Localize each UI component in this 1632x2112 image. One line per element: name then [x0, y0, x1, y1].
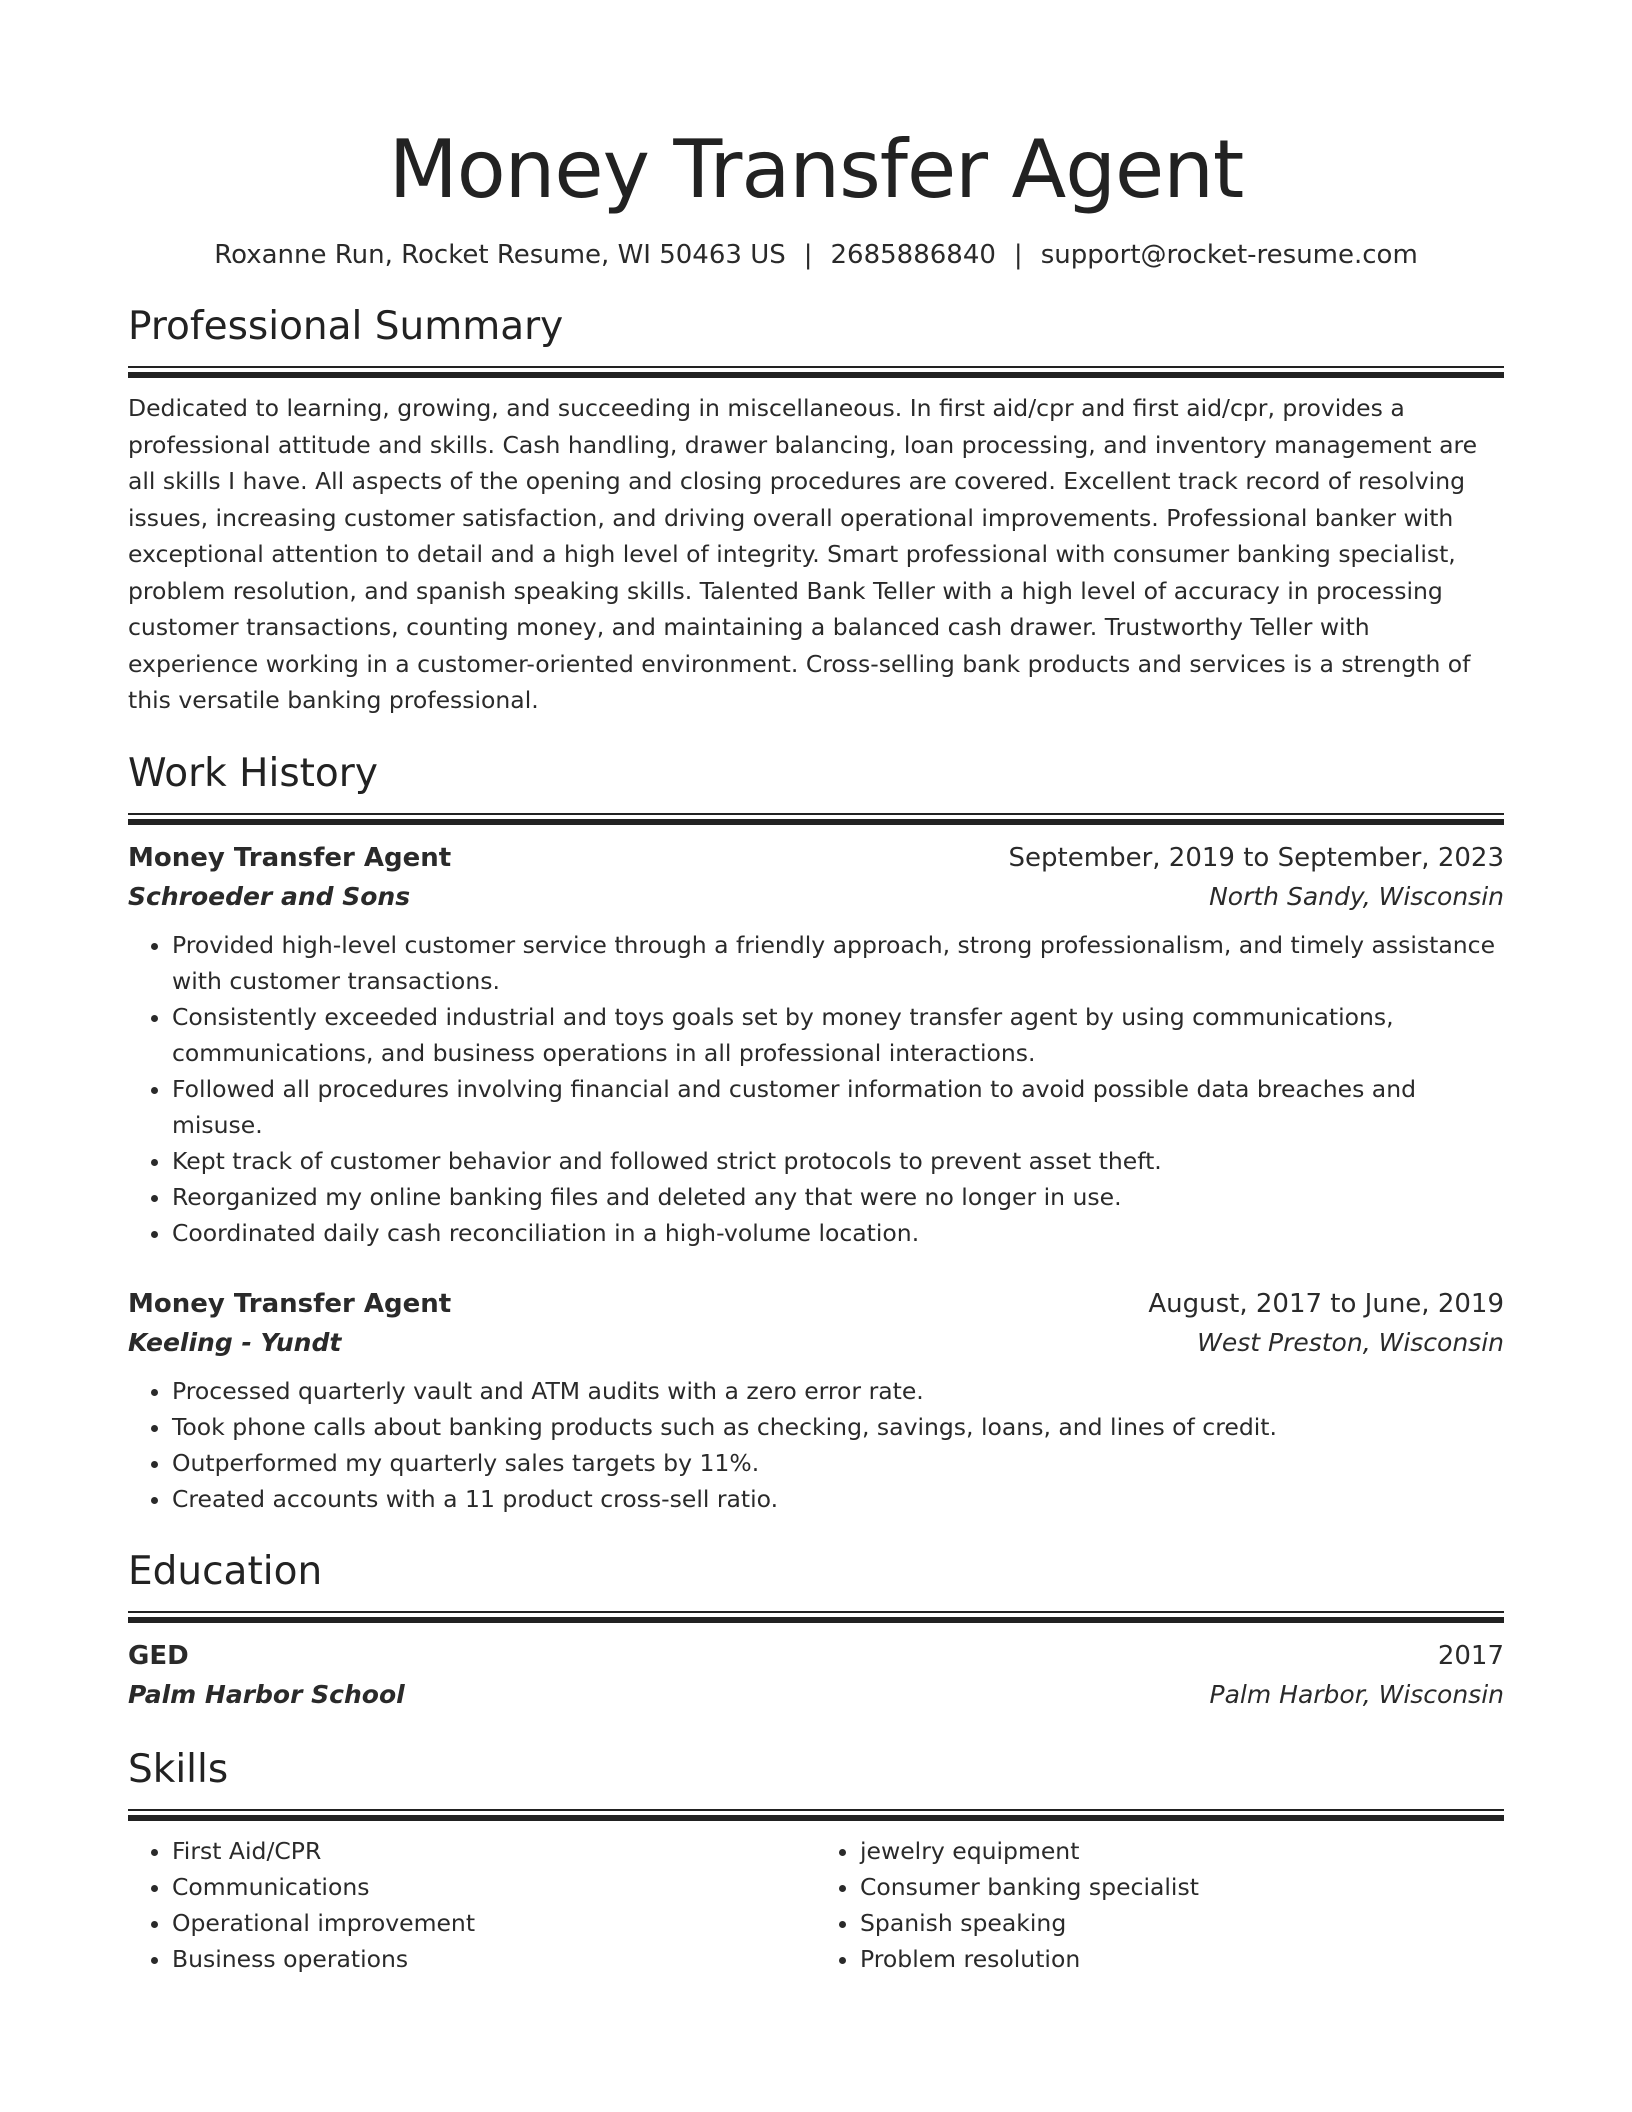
job-entry: [128, 839, 1504, 1251]
education-year: 2017: [1437, 1640, 1504, 1671]
job-bullet: • Created accounts with a 11 product cross-sell ratio.: [172, 1481, 1504, 1517]
job-company: Schroeder and Sons: [128, 881, 411, 911]
section-title-work-history: Work History: [128, 750, 378, 796]
resume-name-heading: Money Transfer Agent: [388, 123, 1244, 216]
education-school: Palm Harbor School: [128, 1679, 405, 1709]
skill-item: • First Aid/CPR: [172, 1833, 816, 1869]
education-section: [128, 1547, 1504, 1715]
job-bullet: • Followed all procedures involving financial and customer information to avoid possible data breaches and misuse.: [172, 1071, 1504, 1143]
skill-item: • Business operations: [172, 1941, 816, 1977]
contact-separator: |: [803, 240, 813, 270]
job-title: Money Transfer Agent: [128, 1288, 452, 1319]
job-title: Money Transfer Agent: [128, 842, 452, 873]
contact-separator: |: [1013, 240, 1023, 270]
contact-email: support@rocket-resume.com: [1040, 240, 1418, 270]
skill-item: • jewelry equipment: [860, 1833, 1504, 1869]
section-divider: [128, 813, 1504, 825]
education-degree: GED: [128, 1640, 189, 1671]
skill-item: • Communications: [172, 1869, 816, 1905]
job-bullets: [128, 1373, 1504, 1517]
job-location: North Sandy, Wisconsin: [1209, 881, 1504, 911]
job-dates: September, 2019 to September, 2023: [1008, 842, 1504, 873]
job-company: Keeling - Yundt: [128, 1327, 342, 1357]
job-bullet: • Processed quarterly vault and ATM audits with a zero error rate.: [172, 1373, 1504, 1409]
job-bullet: • Provided high-level customer service through a friendly approach, strong professionalism, and timely assistance with customer transactions.: [172, 927, 1504, 999]
skills-list-left: [128, 1833, 816, 1977]
job-bullet: • Kept track of customer behavior and followed strict protocols to prevent asset theft.: [172, 1143, 1504, 1179]
section-divider: [128, 1611, 1504, 1623]
section-divider: [128, 1809, 1504, 1821]
job-entry: [128, 1285, 1504, 1517]
section-title-skills: Skills: [128, 1746, 229, 1792]
contact-address: Roxanne Run, Rocket Resume, WI 50463 US: [214, 240, 786, 270]
education-location: Palm Harbor, Wisconsin: [1209, 1679, 1504, 1709]
contact-phone: 2685886840: [830, 240, 996, 270]
skills-grid: [128, 1833, 1504, 1977]
section-title-summary: Professional Summary: [128, 304, 564, 349]
skill-item: • Spanish speaking: [860, 1905, 1504, 1941]
job-bullet: • Coordinated daily cash reconciliation in a high-volume location.: [172, 1215, 1504, 1251]
skill-item: • Problem resolution: [860, 1941, 1504, 1977]
skill-item: • Consumer banking specialist: [860, 1869, 1504, 1905]
skill-item: • Operational improvement: [172, 1905, 816, 1941]
job-bullet: • Outperformed my quarterly sales targets by 11%.: [172, 1445, 1504, 1481]
skills-list-right: [816, 1833, 1504, 1977]
job-bullet: • Reorganized my online banking files and deleted any that were no longer in use.: [172, 1179, 1504, 1215]
summary-section: [128, 302, 1504, 719]
job-location: West Preston, Wisconsin: [1197, 1327, 1504, 1357]
education-entry: [128, 1637, 1504, 1715]
work-history-section: [128, 749, 1504, 1517]
job-bullets: [128, 927, 1504, 1251]
summary-text: Dedicated to learning, growing, and succeeding in miscellaneous. In first aid/cpr and first aid/cpr, provides a professional attitude and skills. Cash handling, drawer balancing, loan processing, and inventory management are all skills I have. All aspects of the opening and closing procedures are covered. Excellent track record of resolving issues, increasing customer satisfaction, and driving overall operational improvements. Professional banker with exceptional attention to detail and a high level of integrity. Smart professional with consumer banking specialist, problem resolution, and spanish speaking skills. Talented Bank Teller with a high level of accuracy in processing customer transactions, counting money, and maintaining a balanced cash drawer. Trustworthy Teller with experience working in a customer-oriented environment. Cross-selling bank products and services is a strength of this versatile banking professional.: [128, 394, 1478, 714]
job-bullet: • Consistently exceeded industrial and toys goals set by money transfer agent by using communications, communications, and business operations in all professional interactions.: [172, 999, 1504, 1071]
skills-section: [128, 1745, 1504, 1977]
contact-line: [128, 238, 1504, 272]
section-title-education: Education: [128, 1548, 323, 1594]
resume-page: [128, 120, 1504, 1977]
section-divider: [128, 366, 1504, 378]
job-dates: August, 2017 to June, 2019: [1148, 1288, 1504, 1319]
job-bullet: • Took phone calls about banking products such as checking, savings, loans, and lines of credit.: [172, 1409, 1504, 1445]
